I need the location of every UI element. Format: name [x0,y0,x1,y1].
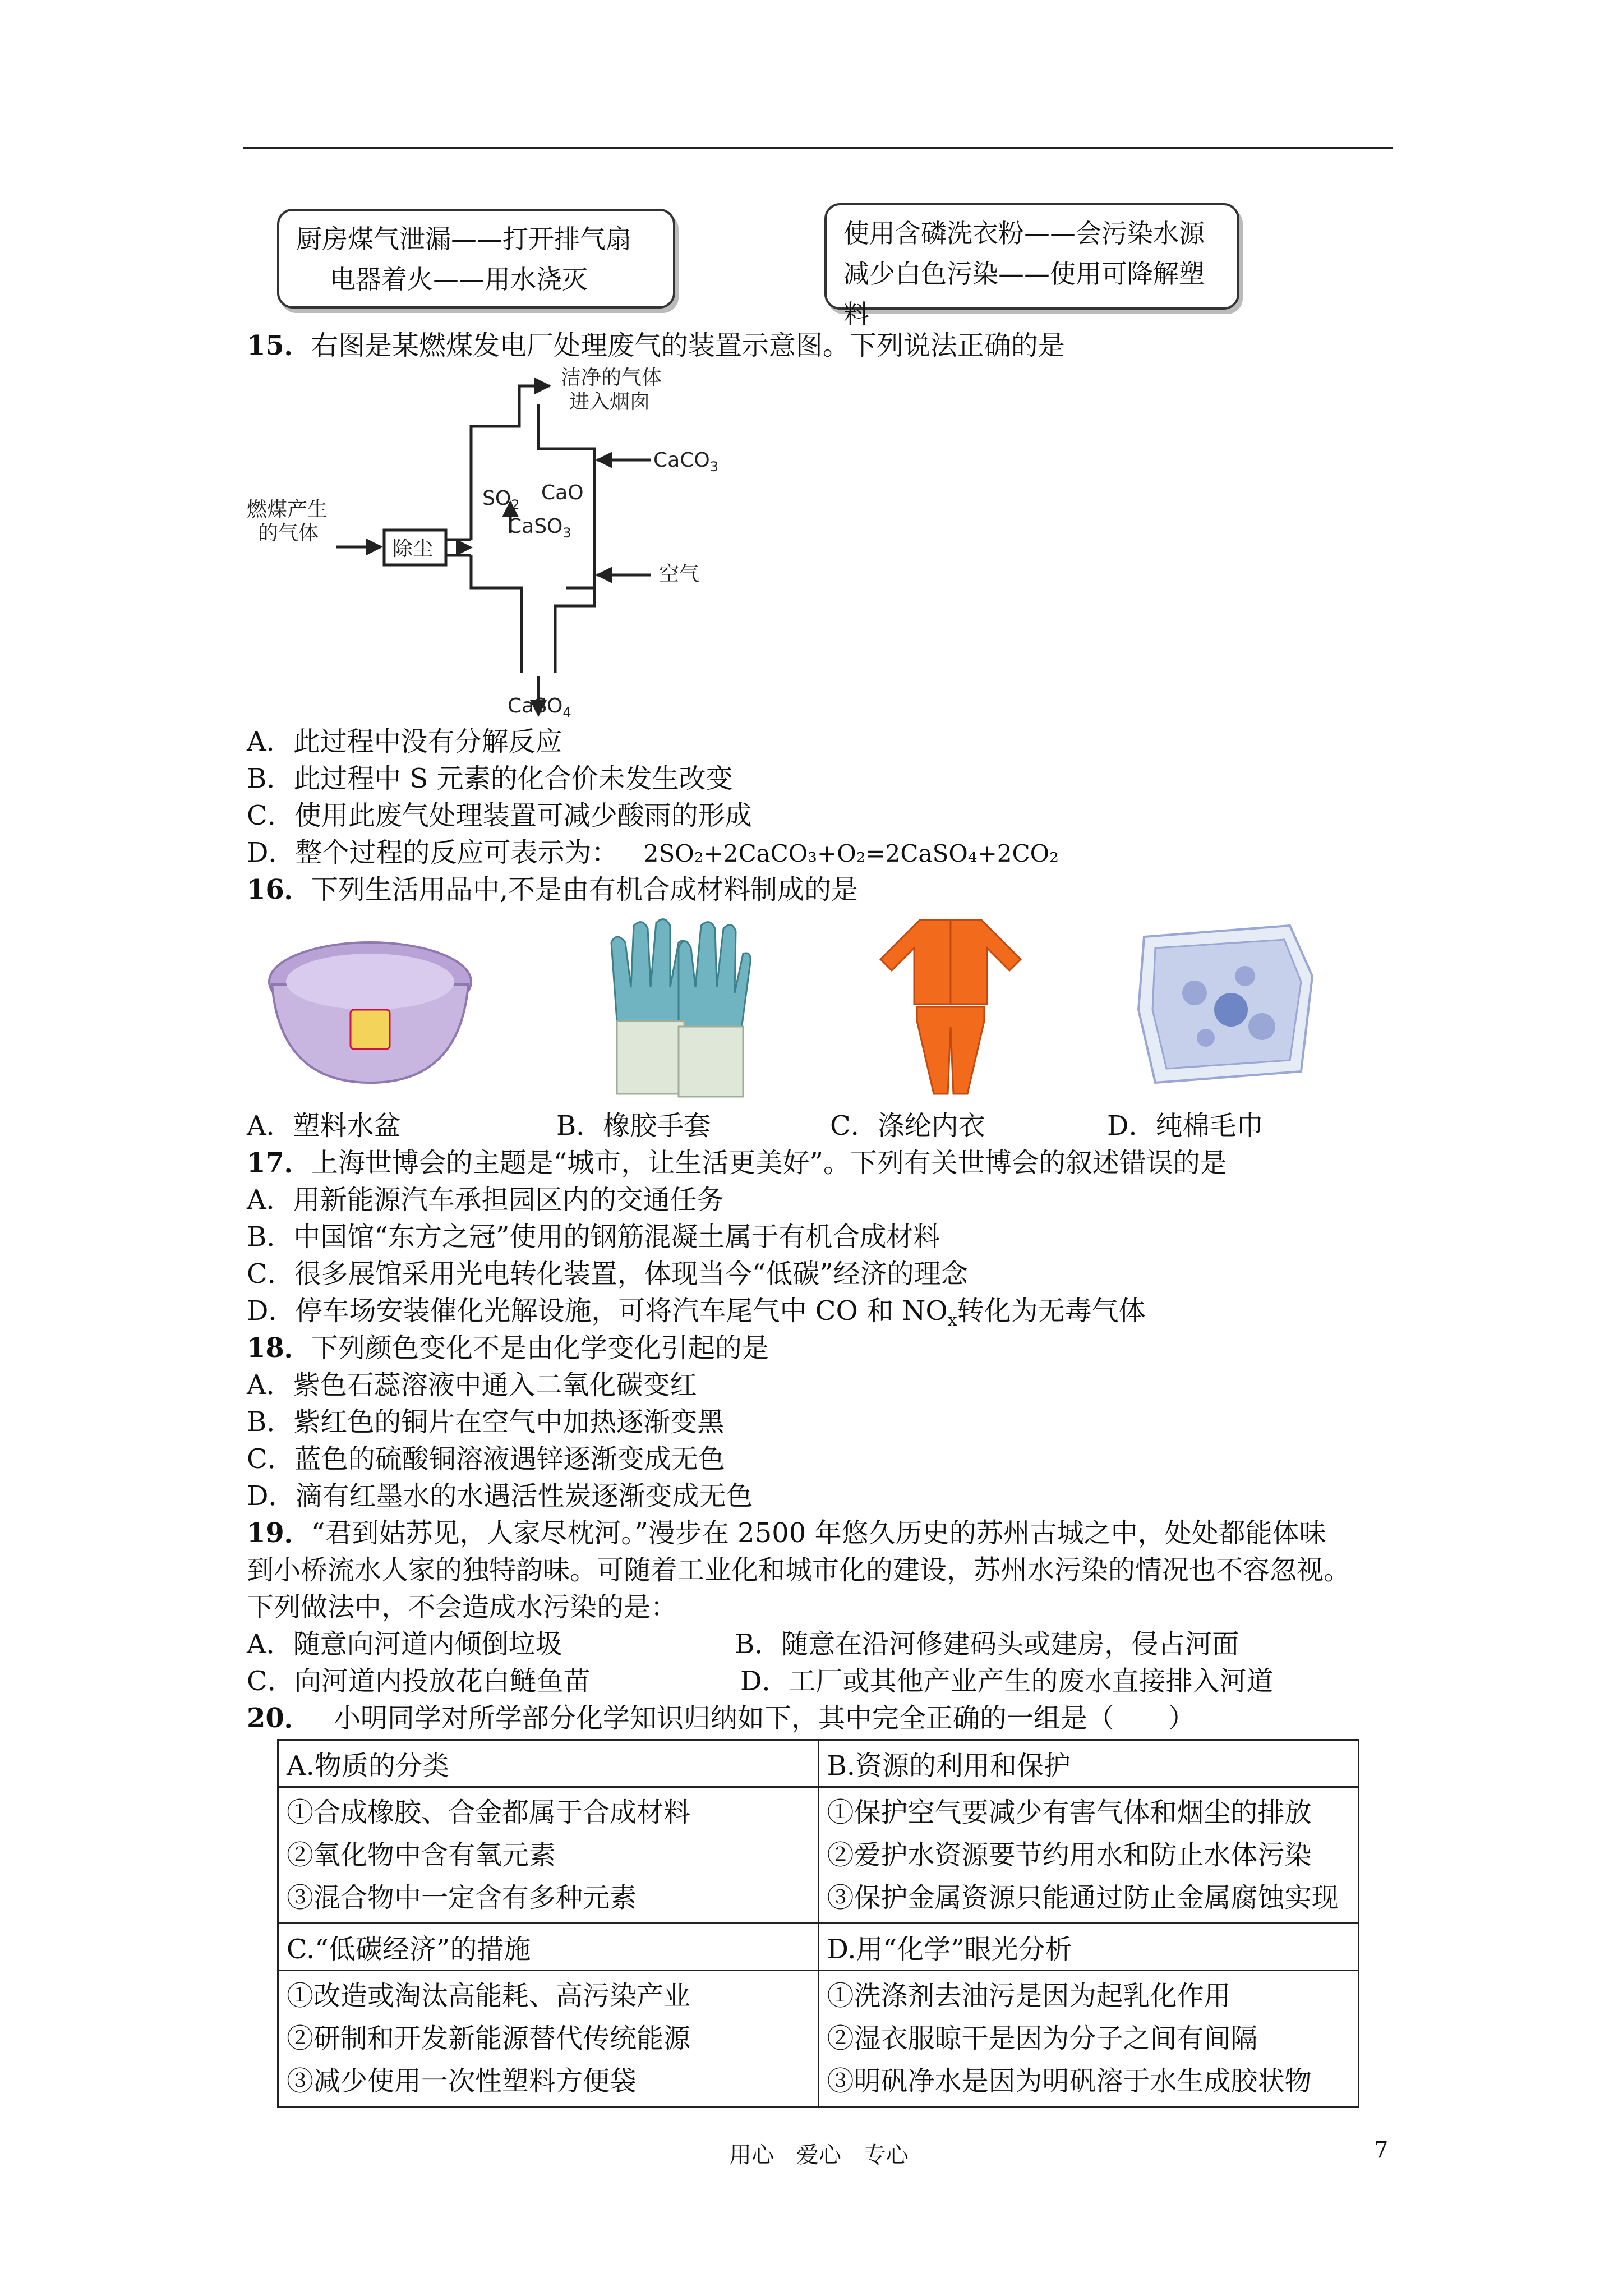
box-left-line1: 厨房煤气泄漏——打开排气扇 [296,224,631,254]
q17-option-b: B．中国馆“东方之冠”使用的钢筋混凝土属于有机合成材料 [247,1221,940,1253]
q17-option-c: C．很多展馆采用光电转化装置，体现当今“低碳”经济的理念 [247,1258,968,1290]
q16-option-b: B．橡胶手套 [556,1110,711,1142]
q19-stem-1 [247,1515,1326,1551]
table-cell-a: ①合成橡胶、合金都属于合成材料 ②氧化物中含有氧元素 ③混合物中一定含有多种元素 [278,1787,819,1924]
q18-text: 下列颜色变化不是由化学变化引起的是 [311,1332,769,1364]
q19-stem-3: 下列做法中，不会造成水污染的是： [247,1591,678,1623]
q16-option-a: A．塑料水盆 [247,1110,401,1142]
q18-number: 18． [247,1332,311,1364]
table-row [278,1971,1359,2107]
table-head-c: C.“低碳经济”的措施 [278,1924,819,1971]
q19-text-1: “君到姑苏见，人家尽枕河。”漫步在 2500 年悠久历史的苏州古城之中，处处都能体味 [311,1517,1326,1549]
box-right-line1: 使用含磷洗衣粉——会污染水源 [843,218,1205,249]
q15-text: 右图是某燃煤发电厂处理废气的装置示意图。下列说法正确的是 [311,330,1065,361]
q16-option-c: C．涤纶内衣 [830,1110,985,1142]
table-row [278,1924,1359,1971]
q15-number: 15． [247,330,311,361]
q17-option-d: D．停车场安装催化光解设施，可将汽车尾气中 CO 和 $NO_x$转化为无毒气体 [247,1295,1146,1330]
q17-option-a: A．用新能源汽车承担园区内的交通任务 [247,1184,724,1216]
q20-number: 20． [247,1703,311,1734]
diagram-air: 空气 [659,563,700,586]
q16-option-d: D．纯棉毛巾 [1107,1110,1264,1142]
q18-option-b: B．紫红色的铜片在空气中加热逐渐变黑 [247,1406,725,1438]
q15-option-d-text: D．整个过程的反应可表示为： [247,837,619,868]
q18-stem [247,1330,769,1366]
q19-option-c: C．向河道内投放花白鲢鱼苗 [247,1665,591,1697]
table-head-d: D.用“化学”眼光分析 [818,1924,1359,1971]
q15-option-c: C．使用此废气处理装置可减少酸雨的形成 [247,800,752,831]
q15-option-b: B．此过程中 S 元素的化合价未发生改变 [247,763,733,794]
option-box-left [277,209,675,309]
q19-stem-2: 到小桥流水人家的独特韵味。可随着工业化和城市化的建设，苏州水污染的情况也不容忽视。 [247,1554,1351,1586]
diagram-input-label-1: 燃煤产生 [247,498,328,521]
polyester-underwear-image [869,909,1032,1099]
q19-options-row2 [247,1663,1274,1699]
plastic-basin-image [258,920,482,1099]
q18-option-a: A．紫色石蕊溶液中通入二氧化碳变红 [247,1369,697,1401]
diagram-clean-gas-1: 洁净的气体 [561,366,662,389]
q15-stem [247,328,1065,364]
flue-gas-diagram [247,365,763,724]
page-number: 7 [1374,2137,1389,2163]
diagram-clean-gas-2: 进入烟囱 [569,390,651,413]
q19-option-d: D．工厂或其他产业产生的废水直接排入河道 [740,1665,1274,1697]
table-row [278,1787,1359,1924]
cotton-towel-image [1122,909,1324,1094]
q16-stem [247,872,858,908]
table-cell-d: ①洗涤剂去油污是因为起乳化作用 ②湿衣服晾干是因为分子之间有间隔 ③明矾净水是因为明矾溶于水生成胶状物 [818,1971,1359,2107]
q18-option-d: D．滴有红墨水的水遇活性炭逐渐变成无色 [247,1480,753,1512]
footer-motto: 用心 爱心 专心 [729,2142,909,2168]
q19-number: 19． [247,1517,311,1549]
header-rule [243,147,1393,149]
diagram-input-label-2: 的气体 [258,522,319,545]
q16-text: 下列生活用品中,不是由有机合成材料制成的是 [311,874,859,905]
q20-stem [247,1700,1195,1736]
diagram-caso4: CaSO$_4$ [508,694,571,720]
q15-option-d-equation: 2SO₂+2CaCO₃+O₂=2CaSO₄+2CO₂ [643,840,1059,867]
q15-option-d [247,835,1059,872]
q19-option-b: B．随意在沿河修建码头或建房，侵占河面 [735,1628,1239,1660]
q16-number: 16． [247,874,311,905]
q20-text: 小明同学对所学部分化学知识归纳如下，其中完全正确的一组是（ ） [333,1703,1195,1734]
diagram-so2: $SO_2$ [482,487,520,513]
table-row [278,1740,1359,1787]
q19-options-row1 [247,1626,1239,1662]
option-box-right [824,203,1239,329]
diagram-cao: CaO [541,481,584,504]
box-right-line2: 减少白色污染——使用可降解塑料 [843,259,1205,329]
q18-option-c: C．蓝色的硫酸铜溶液遇锌逐渐变成无色 [247,1443,725,1475]
q20-table [277,1739,1359,2108]
q17-text: 上海世博会的主题是“城市，让生活更美好”。下列有关世博会的叙述错误的是 [311,1147,1227,1179]
table-cell-c: ①改造或淘汰高能耗、高污染产业 ②研制和开发新能源替代传统能源 ③减少使用一次性塑料方便袋 [278,1971,819,2107]
diagram-dust-label: 除尘 [393,537,434,560]
table-head-a: A.物质的分类 [278,1740,819,1787]
table-cell-b: ①保护空气要减少有害气体和烟尘的排放 ②爱护水资源要节约用水和防止水体污染 ③保护金属资源只能通过防止金属腐蚀实现 [818,1787,1359,1924]
box-left-line2: 电器着火——用水浇灭 [330,264,588,295]
q16-options [247,1108,1264,1144]
q17-number: 17． [247,1147,311,1179]
q19-option-a: A．随意向河道内倾倒垃圾 [247,1628,562,1660]
diagram-caco3: CaCO$_3$ [653,449,718,475]
table-head-b: B.资源的利用和保护 [818,1740,1359,1787]
q17-stem [247,1145,1227,1181]
diagram-caso3: CaSO$_3$ [508,515,571,541]
rubber-gloves-image [594,909,763,1099]
q15-option-a: A．此过程中没有分解反应 [247,726,562,757]
